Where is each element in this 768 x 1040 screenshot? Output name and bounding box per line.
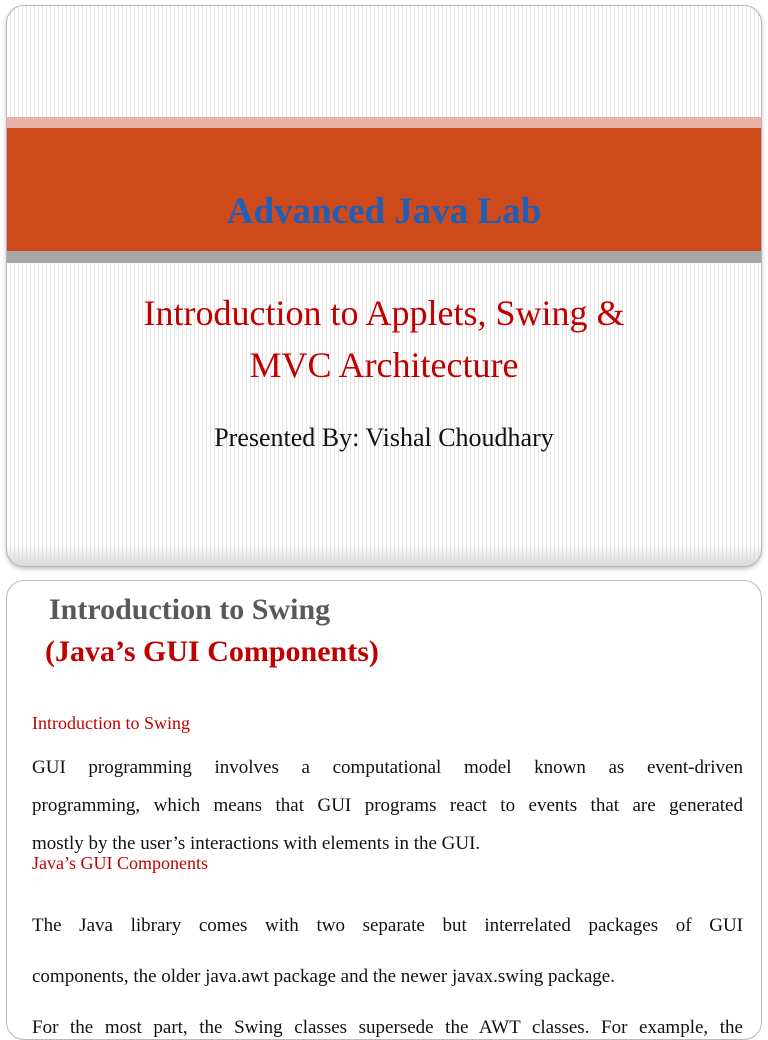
- paragraph-line: mostly by the user’s interactions with elements in the GUI.: [32, 833, 481, 854]
- section-title-intro: Introduction to Swing: [32, 713, 190, 733]
- section-title-components: Java’s GUI Components: [32, 853, 208, 873]
- content-heading-line-2: (Java’s GUI Components): [45, 635, 379, 668]
- presenter-text: Presented By: Vishal Choudhary: [214, 423, 554, 452]
- gray-accent-strip: [7, 251, 761, 263]
- paragraph-line: components, the older java.awt package and the newer javax.swing package.: [32, 966, 615, 987]
- subtitle-line-1: Introduction to Applets, Swing &: [143, 293, 625, 333]
- paragraph-line: The Java library comes with two separate but interrelated packages of GUI: [32, 915, 743, 936]
- subtitle-line-2: MVC Architecture: [249, 345, 519, 385]
- content-heading-line-1: Introduction to Swing: [49, 593, 331, 626]
- section-paragraph-intro: [32, 749, 743, 863]
- orange-title-band: [7, 128, 761, 251]
- slide-subtitle: [7, 287, 761, 391]
- paragraph-line: GUI programming involves a computational model known as event-driven: [32, 757, 743, 778]
- section-paragraph-components: [32, 900, 743, 1040]
- slide-title: Advanced Java Lab: [226, 191, 542, 232]
- paragraph-line: programming, which means that GUI programs react to events that are generated: [32, 795, 743, 816]
- title-slide: [6, 5, 762, 567]
- pink-accent-strip: [7, 117, 761, 128]
- paragraph-line: For the most part, the Swing classes supersede the AWT classes. For example, the: [32, 1017, 743, 1038]
- content-slide: [6, 580, 762, 1040]
- slide-bottom-shade: [7, 544, 761, 566]
